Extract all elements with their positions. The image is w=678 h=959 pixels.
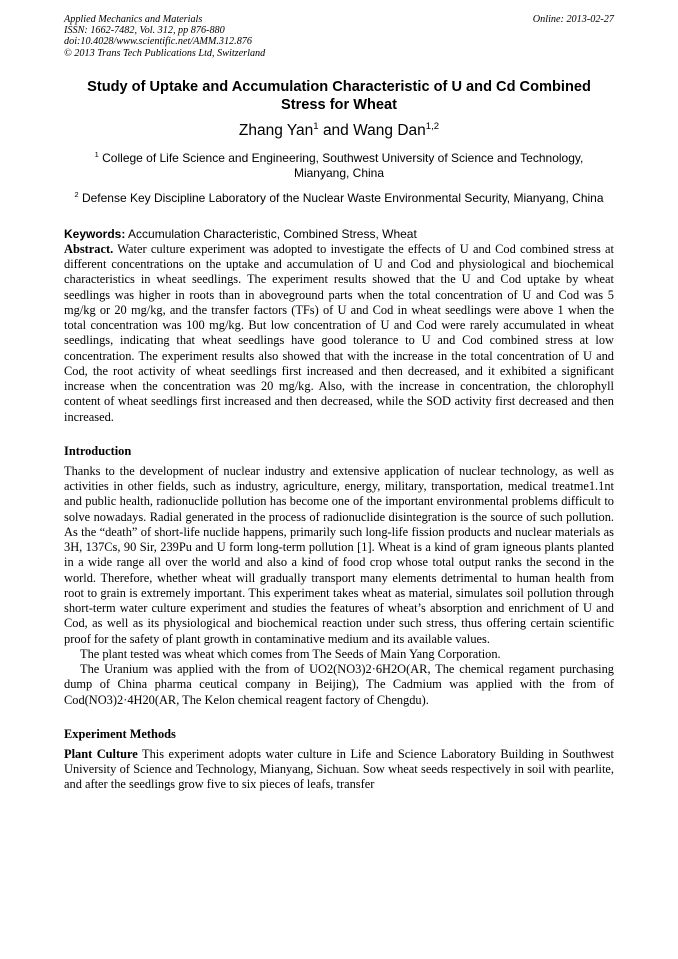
online-date: Online: 2013-02-27 bbox=[532, 14, 614, 25]
paper-page bbox=[64, 14, 614, 793]
paper-title: Study of Uptake and Accumulation Characteristic of U and Cd Combined Stress for Wheat bbox=[87, 78, 591, 113]
abstract-label: Abstract. bbox=[64, 241, 114, 256]
affiliation bbox=[64, 147, 614, 181]
author-name: Zhang Yan bbox=[238, 121, 314, 139]
abstract bbox=[64, 242, 614, 425]
author-affil-mark: 1 bbox=[313, 120, 319, 132]
author-line bbox=[64, 117, 614, 141]
journal-name: Applied Mechanics and Materials bbox=[64, 14, 203, 25]
author-affil-mark: 1,2 bbox=[425, 120, 440, 132]
keywords bbox=[64, 227, 614, 242]
keywords-text: Accumulation Characteristic, Combined Stress, Wheat bbox=[128, 226, 417, 241]
copyright-line: © 2013 Trans Tech Publications Ltd, Switzerland bbox=[64, 47, 266, 59]
affiliation-text: College of Life Science and Engineering, Southwest University of Science and Technology, Mianyang, China bbox=[102, 150, 584, 180]
plant-material-paragraph: The plant tested was wheat which comes from The Seeds of Main Yang Corporation. bbox=[80, 646, 501, 661]
reagents-paragraph: The Uranium was applied with the from of UO2(NO3)2·6H2O(AR, The chemical regament purchasing dump of China pharma ceutical company in Beijing), The Cadmium was applied with the from of Cod(NO3)2·4H20(AR, The Kelon chemical reagent factory of Chengdu). bbox=[64, 662, 614, 707]
methods-text: This experiment adopts water culture in Life and Science Laboratory Building in Southwest University of Science and Technology, Mianyang, Sichuan. Sow wheat seeds respectively in soil with pearlite, and after the seedlings grow five to six pieces of leafs, transfer bbox=[64, 746, 614, 792]
affiliation-mark: 2 bbox=[74, 189, 79, 199]
section-heading-introduction: Introduction bbox=[64, 443, 132, 458]
affiliation-text: Defense Key Discipline Laboratory of the Nuclear Waste Environmental Security, Mianyang, China bbox=[81, 190, 604, 205]
keywords-label: Keywords: bbox=[64, 226, 126, 241]
journal-header bbox=[64, 14, 614, 59]
abstract-text: Water culture experiment was adopted to investigate the effects of U and Cod combined stress at different concentrations on the uptake and accumulation of U and Cod and physiological and biochemical characteristics in wheat seedlings. The experiment results showed that the U and Cod uptake by wheat seedlings was higher in roots than in aboveground parts when the total concentration of U and Cod was 5 mg/kg or 20 mg/kg, and the transfer factors (TFs) of U and Cod in wheat seedlings were above 1 when the total concentration was 100 mg/kg. But low concentration of U and Cod were rarely accumulated in wheat seedlings, indicating that wheat seedlings have good tolerance to U and Cod combined stress at low concentration. The experiment results also showed that with the increase in the total concentration of U and Cod, the root activity of wheat seedlings first increased and then decreased, and it exhibited a significant increase when the concentration was 20 mg/kg. Also, with the increase in concentration, the chlorophyll content of wheat seedlings first increased and then decreased, while the SOD activity first decreased and then increased. bbox=[64, 241, 614, 424]
introduction-paragraph: Thanks to the development of nuclear industry and extensive application of nuclear technology, as well as activities in other fields, such as industry, agriculture, energy, military, transportation, medical treatme1.1nt and public health, radionuclide pollution has become one of the important environmental problems difficult to solve nowadays. Radial generated in the process of radionuclide disintegration is the source of such pollution. As the “death” of short-life nuclide happens, primarily such long-life fission products and nuclear materials as 3H, 137Cs, 90 Sir, 239Pu and U form long-term pollution [1]. Wheat is a kind of gram igneous plants planted in a wide range all over the world and also a kind of food crop whose total output ranks the second in the world. Therefore, whether wheat will gradually transport many elements detrimental to human health from root to grain is extremely important. This experiment takes wheat as material, simulates soil pollution through short-term water culture experiment and studies the features of wheat’s absorption and enrichment of U and Cod, as well as its physiological and biochemical reaction under such stress, thus offering certain scientific proof for the safety of plant growth in contaminative medium and its available values. bbox=[64, 463, 614, 646]
author-conjunction: and bbox=[322, 121, 349, 139]
doi-line: doi:10.4028/www.scientific.net/AMM.312.876 bbox=[64, 36, 252, 48]
affiliation-mark: 1 bbox=[94, 149, 99, 159]
author-name: Wang Dan bbox=[353, 121, 426, 139]
issn-line: ISSN: 1662-7482, Vol. 312, pp 876-880 bbox=[64, 25, 225, 37]
plant-culture-lead: Plant Culture bbox=[64, 746, 138, 761]
methods-paragraph bbox=[64, 747, 614, 793]
affiliation bbox=[64, 187, 614, 206]
section-heading-methods: Experiment Methods bbox=[64, 726, 176, 741]
